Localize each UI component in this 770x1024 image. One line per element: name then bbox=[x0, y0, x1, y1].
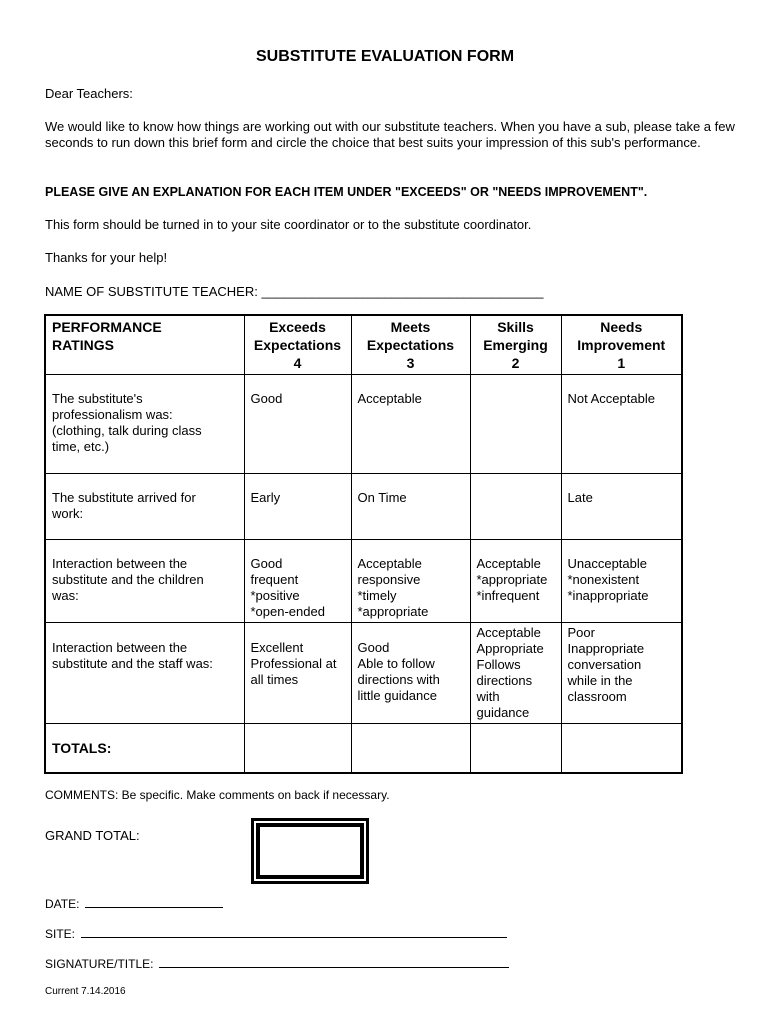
header-meets: Meets Expectations 3 bbox=[351, 315, 470, 375]
rating-option[interactable]: Not Acceptable bbox=[561, 375, 682, 474]
signature-line bbox=[159, 966, 509, 968]
rating-option[interactable]: Acceptable Appropriate Follows directions with guidance bbox=[470, 623, 561, 724]
rating-option[interactable]: On Time bbox=[351, 474, 470, 540]
totals-row bbox=[45, 724, 682, 773]
total-emerging-cell[interactable] bbox=[470, 724, 561, 773]
form-title: SUBSTITUTE EVALUATION FORM bbox=[255, 48, 515, 65]
totals-label: TOTALS: bbox=[45, 724, 244, 773]
intro-paragraph: We would like to know how things are working out with our substitute teachers. When you have a sub, please take a few seconds to run down this brief form and circle the choice that best suits your impression of this sub's performance. bbox=[45, 119, 735, 150]
table-row bbox=[45, 474, 682, 540]
rating-option[interactable]: Good frequent *positive *open-ended bbox=[244, 540, 351, 623]
rating-option[interactable]: Excellent Professional at all times bbox=[244, 623, 351, 724]
date-line bbox=[85, 906, 223, 908]
row-label-professionalism: The substitute's professionalism was: (clothing, talk during class time, etc.) bbox=[45, 375, 244, 474]
ratings-table bbox=[44, 314, 683, 774]
table-row bbox=[45, 540, 682, 623]
footer-version: Current 7.14.2016 bbox=[45, 986, 126, 997]
thanks-text: Thanks for your help! bbox=[45, 250, 168, 265]
salutation: Dear Teachers: bbox=[45, 86, 133, 101]
header-needs-improvement: Needs Improvement 1 bbox=[561, 315, 682, 375]
table-row bbox=[45, 375, 682, 474]
total-exceeds-cell[interactable] bbox=[244, 724, 351, 773]
rating-option[interactable] bbox=[470, 474, 561, 540]
row-label-staff-interaction: Interaction between the substitute and the staff was: bbox=[45, 623, 244, 724]
signature-label: SIGNATURE/TITLE: bbox=[45, 957, 154, 971]
rating-option[interactable]: Late bbox=[561, 474, 682, 540]
rating-option[interactable]: Good Able to follow directions with little guidance bbox=[351, 623, 470, 724]
header-exceeds: Exceeds Expectations 4 bbox=[244, 315, 351, 375]
date-label: DATE: bbox=[45, 897, 80, 911]
total-needs-cell[interactable] bbox=[561, 724, 682, 773]
grand-total-label: GRAND TOTAL: bbox=[45, 828, 140, 843]
site-line bbox=[81, 936, 507, 938]
signature-field[interactable] bbox=[45, 956, 735, 972]
grand-total-box[interactable] bbox=[251, 818, 369, 884]
date-field[interactable] bbox=[45, 896, 735, 912]
instruction-text: PLEASE GIVE AN EXPLANATION FOR EACH ITEM UNDER "EXCEEDS" OR "NEEDS IMPROVEMENT". bbox=[45, 185, 648, 199]
turn-in-text: This form should be turned in to your site coordinator or to the substitute coordinator. bbox=[45, 217, 532, 232]
header-performance-ratings: PERFORMANCE RATINGS bbox=[45, 315, 244, 375]
table-row bbox=[45, 623, 682, 724]
header-skills-emerging: Skills Emerging 2 bbox=[470, 315, 561, 375]
comments-text: COMMENTS: Be specific. Make comments on back if necessary. bbox=[45, 788, 390, 802]
rating-option[interactable]: Acceptable bbox=[351, 375, 470, 474]
row-label-children-interaction: Interaction between the substitute and the children was: bbox=[45, 540, 244, 623]
substitute-name-field[interactable]: NAME OF SUBSTITUTE TEACHER: _______________________________________ bbox=[45, 284, 544, 299]
rating-option[interactable]: Acceptable *appropriate *infrequent bbox=[470, 540, 561, 623]
rating-option[interactable]: Early bbox=[244, 474, 351, 540]
site-field[interactable] bbox=[45, 926, 735, 942]
rating-option[interactable]: Poor Inappropriate conversation while in the classroom bbox=[561, 623, 682, 724]
rating-option[interactable]: Unacceptable *nonexistent *inappropriate bbox=[561, 540, 682, 623]
rating-option[interactable]: Good bbox=[244, 375, 351, 474]
rating-option[interactable] bbox=[470, 375, 561, 474]
total-meets-cell[interactable] bbox=[351, 724, 470, 773]
row-label-arrival: The substitute arrived for work: bbox=[45, 474, 244, 540]
table-header-row bbox=[45, 315, 682, 375]
rating-option[interactable]: Acceptable responsive *timely *appropriate bbox=[351, 540, 470, 623]
site-label: SITE: bbox=[45, 927, 76, 941]
